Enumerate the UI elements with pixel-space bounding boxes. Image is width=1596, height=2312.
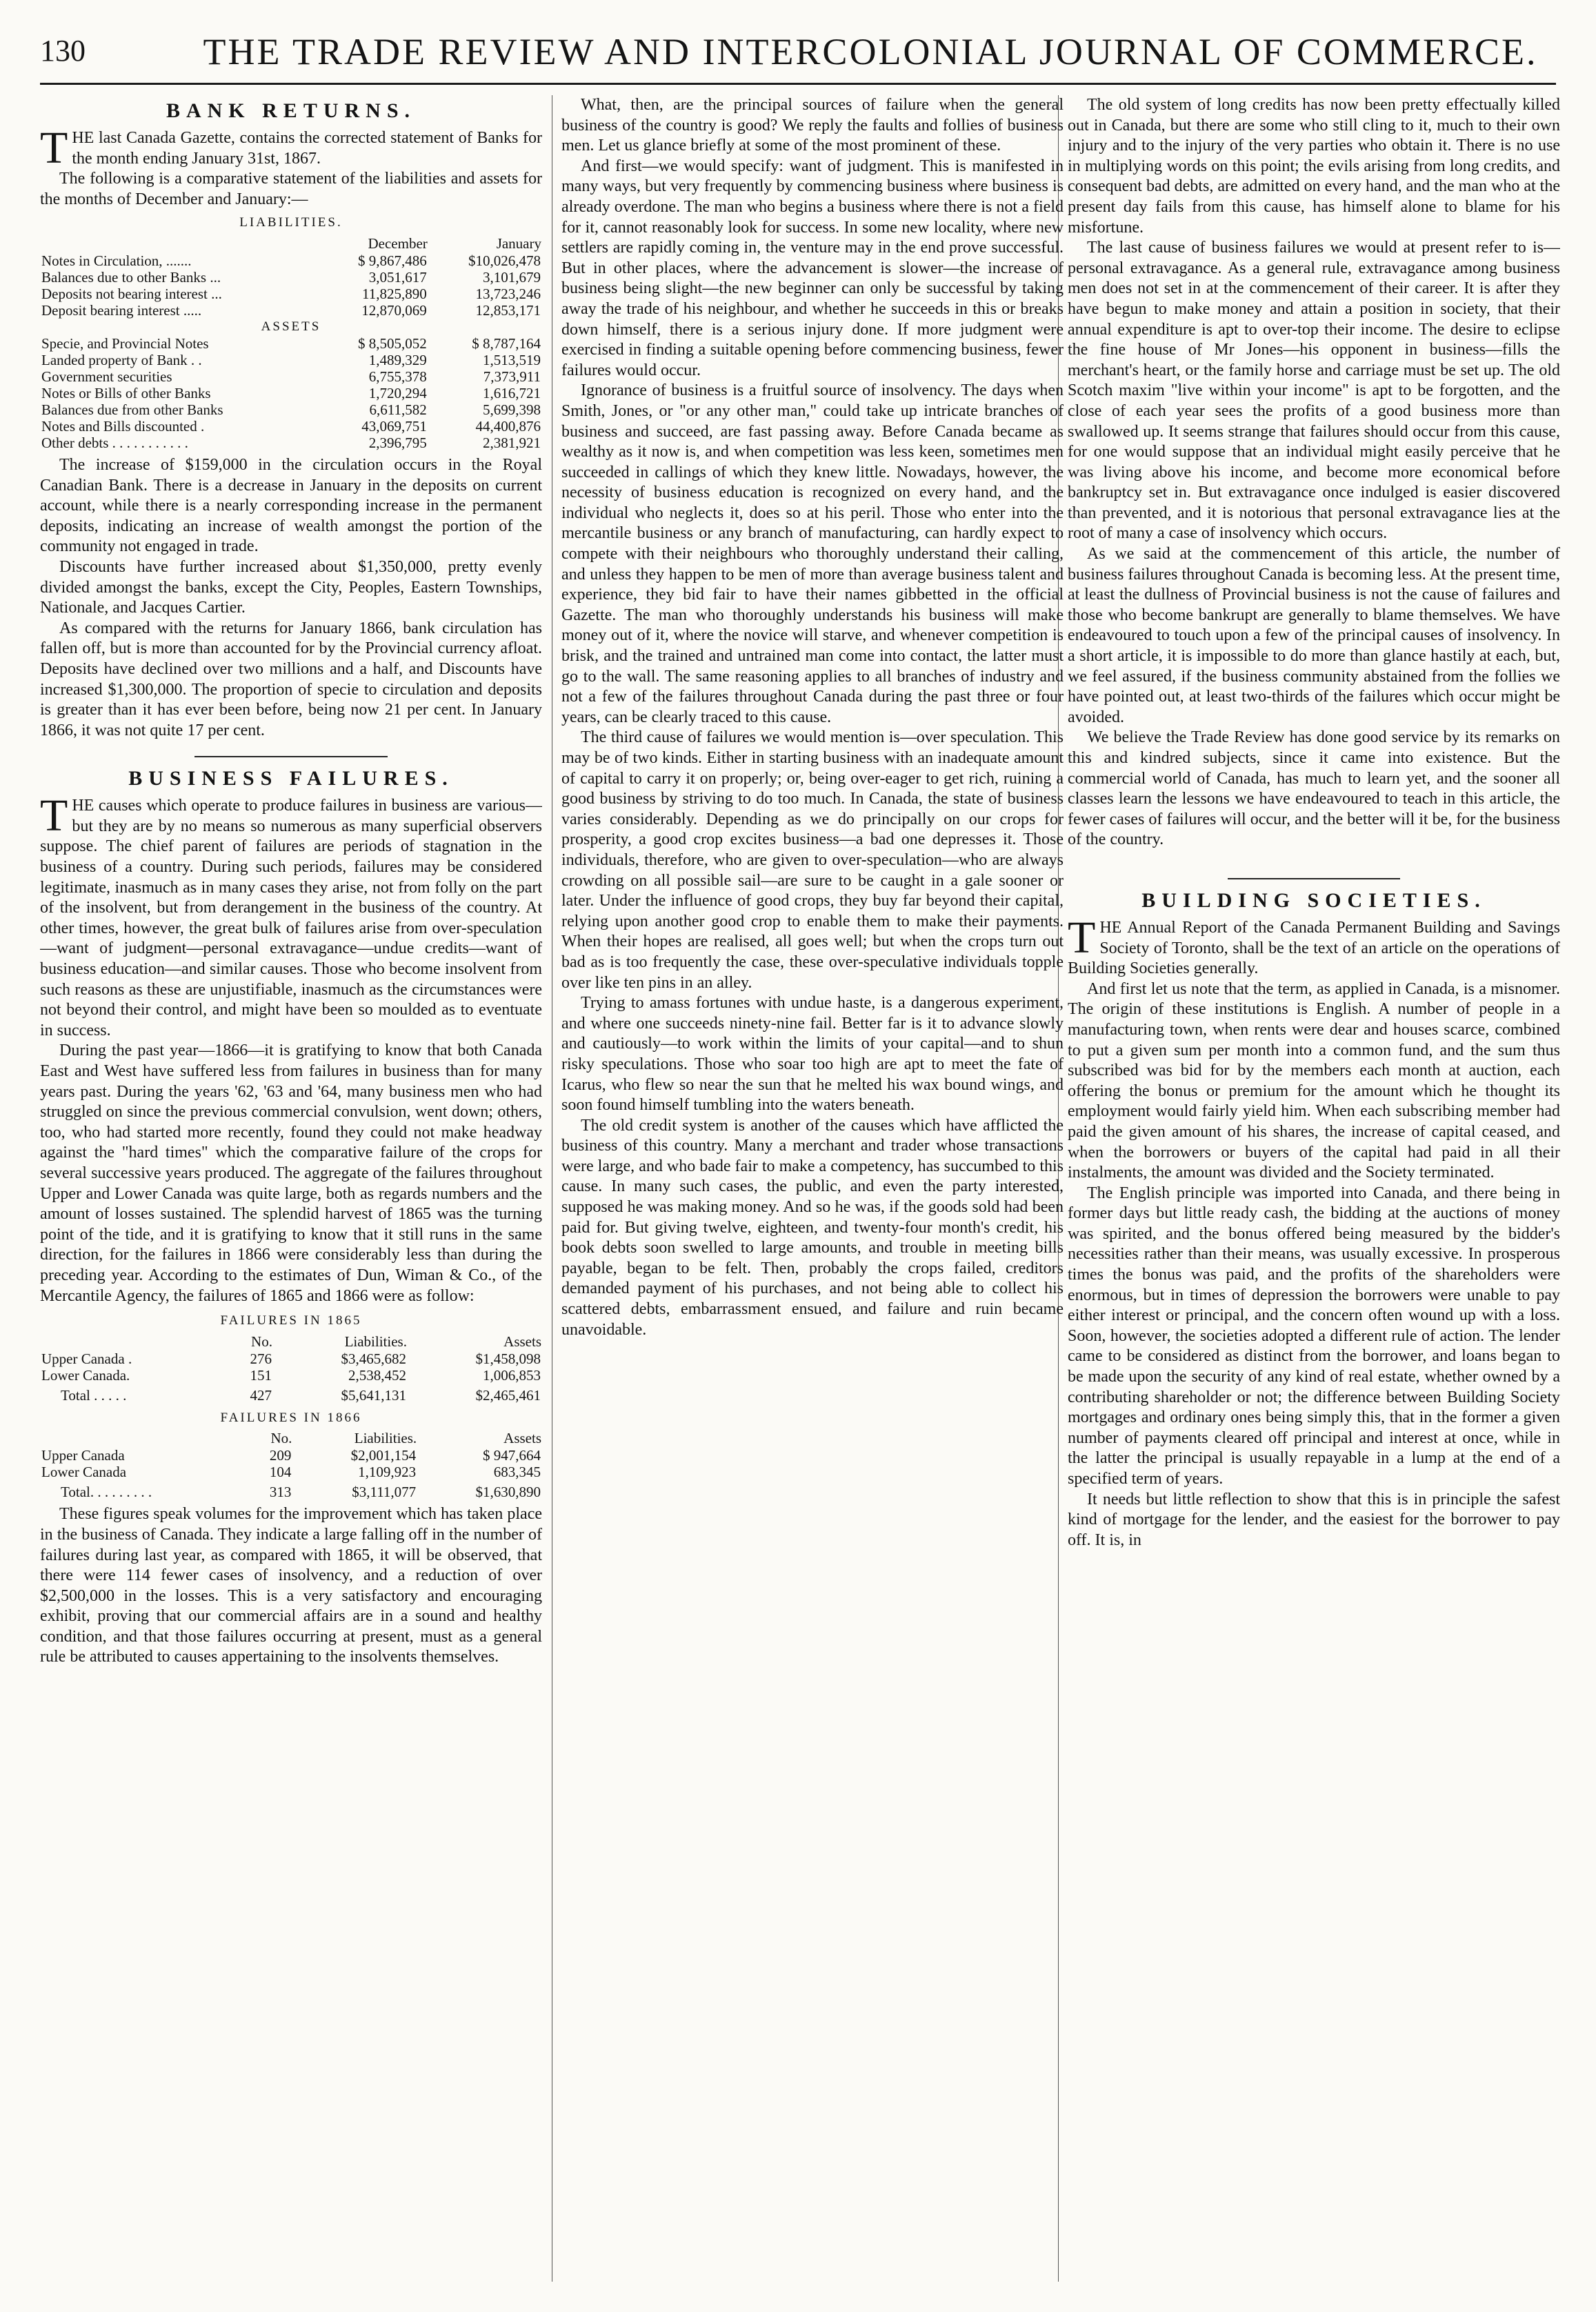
- table-row: Government securities 6,755,378 7,373,911: [41, 368, 541, 385]
- table-row: Other debts . . . . . . . . . . . 2,396,795 2,381,921: [41, 434, 541, 451]
- section-divider: [1228, 878, 1400, 879]
- table-row: Balances due from other Banks 6,611,582 5,699,398: [41, 401, 541, 418]
- col-header-assets: Assets: [503, 1333, 541, 1350]
- table-row: Notes in Circulation, ....... $ 9,867,486 $10,026,478: [41, 252, 541, 269]
- building-para-2: And first let us note that the term, as applied in Canada, is a misnomer. The origin of these institutions is English. A number of people in a manufacturing town, when rents were dear and houses scarce, combined to put a given sum per month into a common fund, and the sum thus subscribed was bid for by the members each month at auction, each offering the bonus or premium for the amount which he thought its employment would fairly yield him. When each subscribing member had paid the given amount of his shares, the increase of capital ceased, and when the borrowers or buyers of the capital had paid in all their instalments, the amount was divided and the Society terminated.: [1068, 979, 1560, 1182]
- bank-returns-para-2: The following is a comparative statement of the liabilities and assets for the months of December and January:—: [40, 170, 542, 208]
- table-row: Upper Canada . 276 $3,465,682 $1,458,098: [41, 1350, 541, 1367]
- bank-returns-para-1: THE last Canada Gazette, contains the corrected statement of Banks for the month ending January 31st, 1867.: [40, 123, 542, 173]
- failures-para-10: The old system of long credits has now been pretty effectually killed out in Canada, but there are some who still cling to it, much to their own injury and to the injury of the very parties who obtain it. There is no use in multiplying words on this point; the evils arising from long credits, and consequent bad debts, are admitted on every hand, and the man who at the present day fails from this cause, has himself alone to blame for his misfortune.: [1068, 96, 1560, 237]
- failures-para-8: Trying to amass fortunes with undue haste, is a dangerous experiment, and where one succeeds ninety-nine fail. Better far is it to advance slowly and cautiously—to work within the limits of your capital—and to shun risky speculations. Those who soar too high are apt to meet the fate of Icarus, who flew so near the sun that he melted his wax bound wings, and soon found himself tumbling into the waters beneath.: [561, 994, 1064, 1115]
- failures-para-3: These figures speak volumes for the improvement which has taken place in the business of Canada. They indicate a large falling off in the number of failures during last year, as compared with 1865, it will be observed, that there were 114 fewer cases of insolvency, and a reduction of over $2,500,000 in the losses. This is a very satisfactory and encouraging exhibit, proving that our commercial affairs are in a sound and healthy condition, and that those failures occurring at present, must as a general rule be attributed to causes appertaining to the insolvents themselves.: [40, 1505, 542, 1666]
- failures-para-5: And first—we would specify: want of judgment. This is manifested in many ways, but very frequently by commencing business where business is already overdone. The man who begins a business where there is not a field for it, cannot reasonably look for success. In some new locality, where new settlers are rapidly coming in, the venture may in the end prove successful. But in other places, where the advancement is slower—the increase of business being slight—the new beginner can only be successful by taking away the trade of his neighbour, and whether he succeeds in this or breaks down himself, there is a serious injury done. If more judgment were exercised in finding a suitable opening before commencing business, fewer failures would occur.: [561, 157, 1064, 379]
- bank-returns-heading: BANK RETURNS.: [166, 99, 417, 122]
- drop-cap: T: [40, 790, 68, 841]
- failures-1865-table: [40, 1333, 542, 1404]
- table-row-total: Total. . . . . . . . . 313 $3,111,077 $1,630,890: [61, 1484, 541, 1501]
- drop-cap: T: [40, 123, 68, 173]
- col-header-december: December: [368, 235, 428, 252]
- failures-1865-title: FAILURES IN 1865: [220, 1313, 362, 1328]
- failures-para-7: The third cause of failures we would mention is—over speculation. This may be of two kinds. Either in starting business with an inadequate amount of capital to carry it on properly; or, being over-eager to get rich, ruining a good business by striving to do too much. In Canada, the state of business varies considerably. Depending as we do principally on our crops for prosperity, a good crop excites business—a bad one depresses it. Those individuals, therefore, who are given to over-speculation—who are always crowding on all possible sail—are sure to be caught in a gale sooner or later. Under the influence of good crops, they buy far beyond their capital, relying upon another good crop to enable them to make their payments. When their hopes are realised, all goes well; but when the crops turn out bad as is too frequently the case, these over-speculative individuals topple over like ten pins in an alley.: [561, 728, 1064, 992]
- running-title: THE TRADE REVIEW AND INTERCOLONIAL JOURNAL OF COMMERCE.: [203, 31, 1538, 72]
- failures-para-1: THE causes which operate to produce failures in business are various—but they are by no means so numerous as many superficial observers suppose. The chief parent of failures are periods of stagnation in the business of a country. During such periods, failures may be considered legitimate, inasmuch as in many cases they arise, not from folly on the part of the insolvent, but from derangement in the business of the country. At other times, however, the great bulk of failures arise from over-speculation—want of judgment—personal extravagance—undue credits—want of business education—and similar causes. Those who become insolvent from such reasons as these are unjustifiable, inasmuch as the circumstances were not beyond their control, and might have been so moulded as to eventuate in success.: [40, 790, 542, 1039]
- failures-para-4: What, then, are the principal sources of failure when the general business of the country is good? We reply the faults and follies of business men. Let us glance briefly at some of the most prominent of these.: [561, 96, 1064, 155]
- building-para-3: The English principle was imported into Canada, and there being in former days but little ready cash, the bidding at the auctions of money was spirited, and the bonus offered being measured by the bidder's necessities rather than their means, was usually excessive. In prosperous times the bonus was paid, and the profits of the shareholders were enormous, but in times of depression the borrowers were unable to pay either interest or principal, and the concern often wound up with a loss. Soon, however, the societies adopted a different rule of action. The lender came to be considered as distinct from the borrower, and loans began to be made upon the security of any kind of real estate, whether owned by a contributing shareholder or not; the difference between Building Society mortgages and ordinary ones being simply this, that in the former a given number of payments cleared off principal and interest at once, while in the latter the principal is usually repayable in a lump at the end of a specified term of years.: [1068, 1184, 1560, 1488]
- table-row: Deposit bearing interest ..... 12,870,069 12,853,171: [41, 301, 541, 319]
- col-header-january: January: [496, 235, 541, 252]
- table-row: Notes or Bills of other Banks 1,720,294 1,616,721: [41, 384, 541, 401]
- column-3: [1068, 95, 1560, 2282]
- column-2: [561, 95, 1064, 2282]
- bank-returns-para-4: Discounts have further increased about $1,350,000, pretty evenly divided amongst the banks, except the City, Peoples, Eastern Townships, Nationale, and Jacques Cartier.: [40, 557, 542, 617]
- table-row: Lower Canada 104 1,109,923 683,345: [41, 1464, 541, 1481]
- col-header-no: No.: [270, 1430, 292, 1447]
- building-societies-heading: BUILDING SOCIETIES.: [1141, 888, 1486, 912]
- failures-para-13: We believe the Trade Review has done good service by its remarks on this and kindred subjects, since it came into existence. But the commercial world of Canada, has much to learn yet, and the sooner all classes learn the lessons we have endeavoured to teach in this article, the fewer cases of failures will occur, and the better will it be, for the business of the country.: [1068, 728, 1560, 849]
- failures-1866-title: FAILURES IN 1866: [220, 1410, 362, 1425]
- bank-returns-para-3: The increase of $159,000 in the circulation occurs in the Royal Canadian Bank. There is a decrease in January in the deposits on current account, while there is a nearly corresponding increase in the permanent deposits, indicating an increase of wealth amongst the portion of the community not engaged in trade.: [40, 455, 542, 556]
- page-number: 130: [40, 34, 86, 68]
- column-1: [40, 95, 542, 2282]
- col-header-no: No.: [251, 1333, 272, 1350]
- bank-statement-table: [40, 235, 542, 451]
- page-header: [40, 21, 1556, 85]
- table-row: Deposits not bearing interest ... 11,825,890 13,723,246: [41, 285, 541, 302]
- col-header-assets: Assets: [503, 1430, 541, 1447]
- failures-para-11: The last cause of business failures we would at present refer to is—personal extravagance. As a general rule, extravagance among business men does not set in at the commencement of their career. It is after they have begun to make money and attain a position in society, that their annual expenditure is apt to over-top their income. The desire to eclipse the fine house of Mr Jones—his opponent in business—fills the merchant's heart, or the family horse and carriage must be set up. The old Scotch maxim "live within your income" is apt to be forgotten, and the close of each year sees the profits of a good business more than swallowed up. It seems strange that failures should occur from this cause, for one would suppose that an individual might easily perceive that he was living above his income, and become more economical before bankruptcy set in. But extravagance once indulged is easier discovered than prevented, and it is notorious that personal extravagance lies at the root of many a case of insolvency which occurs.: [1068, 239, 1560, 543]
- section-divider: [194, 756, 388, 757]
- bank-returns-para-5: As compared with the returns for January 1866, bank circulation has fallen off, but is more than accounted for by the Provincial currency afloat. Deposits have declined over two millions and a half, and Discounts have increased $1,300,000. The proportion of specie to circulation and deposits is greater than it has ever been before, being now 21 per cent. In January 1866, it was not quite 17 per cent.: [40, 619, 542, 739]
- failures-para-12: As we said at the commencement of this article, the number of business failures throughout Canada is becoming less. At the present time, at least the dullness of Provincial business is not the cause of failures and those who become bankrupt are generally to blame themselves. We have endeavoured to touch upon a few of the principal causes of insolvency. In a short article, it is impossible to do more than glance hastily at each, but, we feel assured, if the business community abstained from the follies we have pointed out, at least two-thirds of the failures which occur might be avoided.: [1068, 545, 1560, 726]
- table-row-total: Total . . . . . 427 $5,641,131 $2,465,461: [61, 1386, 541, 1404]
- building-para-4: It needs but little reflection to show that this is in principle the safest kind of mortgage for the lender, and the easiest for the borrower to pay off. It is, in: [1068, 1490, 1560, 1549]
- table-row: Specie, and Provincial Notes $ 8,505,052 $ 8,787,164: [41, 335, 541, 352]
- failures-para-6: Ignorance of business is a fruitful source of insolvency. The days when Smith, Jones, or "or any other man," could take up intricate branches of business and succeed, are fast passing away. Before Canada became as wealthy as it now is, and when competition was less keen, sometimes men succeeded in callings of which they knew little. Nowadays, however, the necessity of business education is recognized on every hand, and the individual who neglects it, does so at his peril. Those who enter into the mercantile business or any branch of manufacturing, can hardly expect to compete with their neighbours who thoroughly understand their calling, and unless they happen to be men of more than average business talent and experience, they bid fair to have their names gibbetted in the official Gazette. The man who thoroughly understands his business will make money out of it, where the novice will starve, and whenever competition is brisk, and the trained and untrained man come into contact, the latter must go to the wall. The same reasoning applies to all branches of industry and not a few of the failures throughout Canada during the past three or four years, can be clearly traced to this cause.: [561, 381, 1064, 726]
- table-row: Lower Canada. 151 2,538,452 1,006,853: [41, 1366, 541, 1384]
- liabilities-label: LIABILITIES.: [239, 215, 343, 230]
- failures-para-2: During the past year—1866—it is gratifying to know that both Canada East and West have suffered less from failures in business than for many years past. During the years '62, '63 and '64, many business men who had struggled on since the previous commercial convulsion, went down; others, too, who had started more recently, found they could not make headway against the "hard times" which the comparative failure of the crops for several successive years produced. The aggregate of the failures throughout Upper and Lower Canada was quite large, both as regards numbers and the amount of losses sustained. The splendid harvest of 1865 was the turning point of the tide, and it is gratifying to know that it still runs in the same direction, for the failures in 1866 were considerably less than during the preceding year. According to the estimates of Dun, Wiman & Co., of the Mercantile Agency, the failures of 1865 and 1866 were as follow:: [40, 1042, 542, 1305]
- table-row: Balances due to other Banks ... 3,051,617 3,101,679: [41, 268, 541, 286]
- failures-para-9: The old credit system is another of the causes which have afflicted the business of this country. Many a merchant and trader whose transactions were large, and who bade fair to make a competency, has succumbed to this cause. In many such cases, the public, and even the party interested, supposed he was making money. And so he was, if the goods sold had been paid for. But giving twelve, eighteen, and twenty-four month's credit, his book debts soon swelled to large amounts, and trouble in meeting bills payable, began to be felt. Then, probably the crops failed, creditors demanded payment of his purchases, and not being able to collect his scattered debts, embarrassment ensued, and failure and ruin became unavoidable.: [561, 1116, 1064, 1339]
- failures-1866-table: [40, 1429, 542, 1500]
- table-row: Notes and Bills discounted . 43,069,751 44,400,876: [41, 417, 541, 435]
- table-row: Upper Canada 209 $2,001,154 $ 947,664: [41, 1447, 541, 1464]
- col-header-liabilities: Liabilities.: [344, 1333, 407, 1350]
- building-para-1: THE Annual Report of the Canada Permanent Building and Savings Society of Toronto, shall be the text of an article on the operations of Building Societies generally.: [1068, 912, 1560, 978]
- table-row: Landed property of Bank . . 1,489,329 1,513,519: [41, 351, 541, 368]
- col-header-liabilities: Liabilities.: [354, 1430, 417, 1447]
- assets-label: ASSETS: [261, 319, 321, 334]
- business-failures-heading: BUSINESS FAILURES.: [128, 767, 454, 790]
- drop-cap: T: [1068, 912, 1096, 963]
